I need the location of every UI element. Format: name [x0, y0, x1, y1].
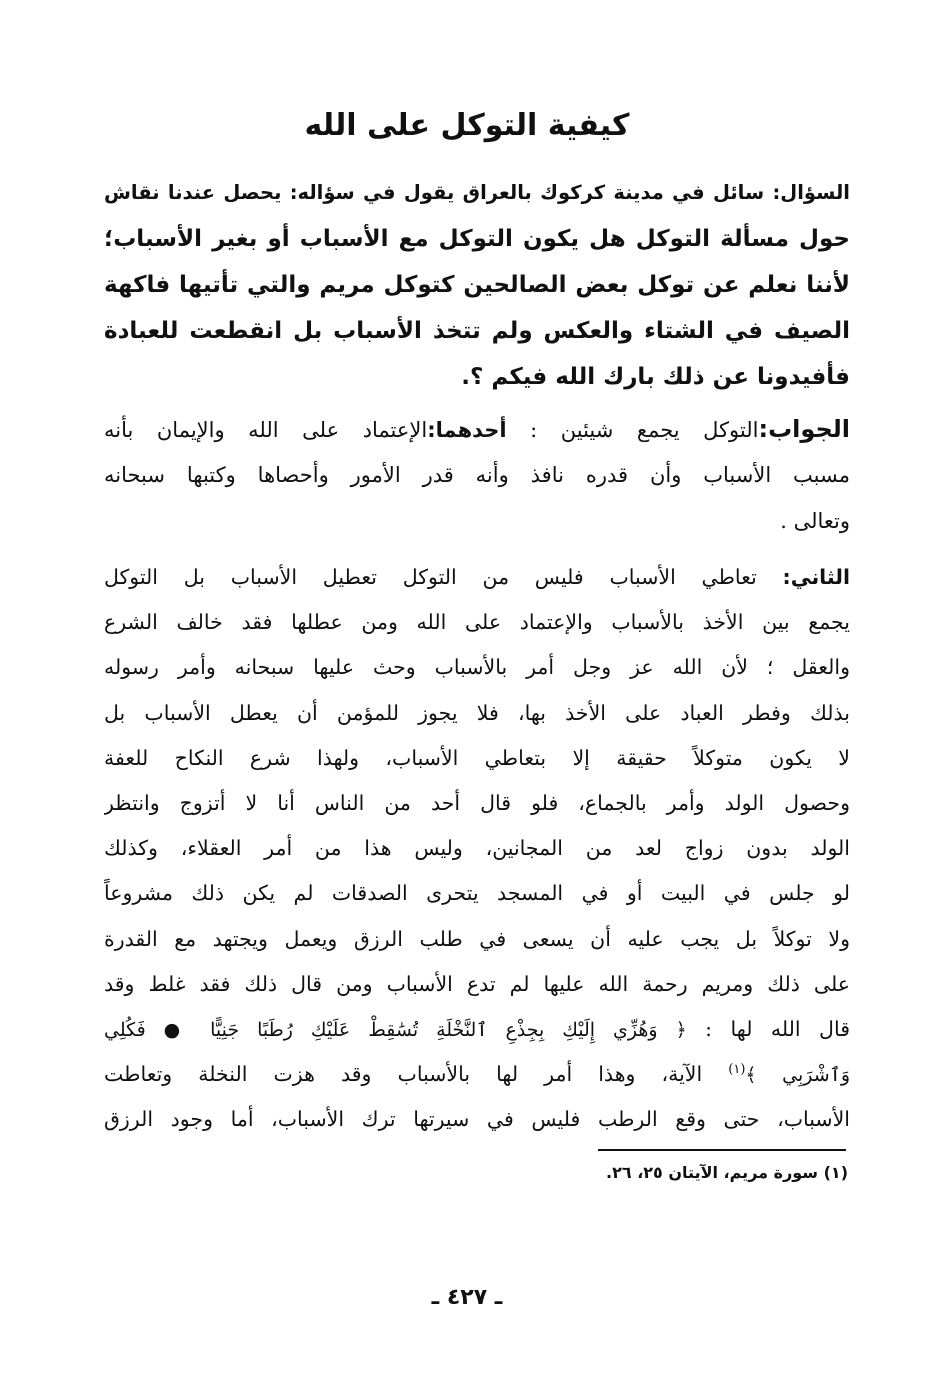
footnote-ref: (١) — [728, 1062, 746, 1078]
question-line: حول مسألة التوكل هل يكون التوكل مع الأسباب أو بغير الأسباب؛ — [104, 226, 850, 252]
answer-line: والعقل ؛ لأن الله عز وجل أمر بالأسباب وحث عليها سبحانه وأمر رسوله — [104, 655, 850, 680]
question-paragraph — [104, 170, 850, 400]
answer-lead: الجواب: — [758, 415, 850, 443]
second-label: الثاني: — [782, 565, 850, 589]
answer-line: لو جلس في البيت أو في المسجد يتحرى الصدقات لم يكن ذلك مشروعاً — [104, 881, 850, 906]
question-line: لأننا نعلم عن توكل بعض الصالحين كتوكل مريم والتي تأتيها فاكهة — [104, 272, 850, 298]
answer-line: الجواب:التوكل يجمع شيئين : أحدهما:الإعتماد على الله والإيمان بأنه — [104, 415, 850, 443]
answer-paragraph-second — [104, 555, 850, 1142]
answer-line: على ذلك ومريم رحمة الله عليها لم تدع الأسباب ومن قال ذلك فقد غلط وقد — [104, 971, 850, 996]
question-lead: السؤال: — [772, 181, 850, 204]
answer-line: يجمع بين الأخذ بالأسباب والإعتماد على الله ومن عطلها فقد خالف الشرع — [104, 610, 850, 635]
answer-line: مسبب الأسباب وأن قدره نافذ وأنه قدر الأمور وأحصاها وكتبها سبحانه — [104, 463, 850, 487]
page-title: كيفية التوكل على الله — [304, 108, 630, 143]
answer-line: لا يكون متوكلاً حقيقة إلا بتعاطي الأسباب، ولهذا شرع النكاح للعفة — [104, 745, 850, 770]
verse-line: قال الله لها : ﴿ وَهُزِّي إِلَيْكِ بِجِذْعِ ٱلنَّخْلَةِ تُسَٰقِطْ عَلَيْكِ رُطَبًا جَنِيًّا ● فَكُلِي — [104, 1016, 850, 1041]
question-line: الصيف في الشتاء والعكس ولم تتخذ الأسباب بل انقطعت للعبادة — [104, 318, 850, 344]
quran-verse: ﴿ وَهُزِّي إِلَيْكِ بِجِذْعِ ٱلنَّخْلَةِ تُسَٰقِطْ عَلَيْكِ رُطَبًا جَنِيًّا ● فَكُلِي — [104, 1018, 687, 1041]
answer-line: الثاني: تعاطي الأسباب فليس من التوكل تعطيل الأسباب بل التوكل — [104, 565, 850, 589]
footnote-divider — [598, 1149, 846, 1151]
answer-line: ولا توكلاً بل يجب عليه أن يسعى في طلب الرزق ويعمل ويجتهد مع القدرة — [104, 926, 850, 951]
answer-paragraph-first — [104, 406, 850, 544]
footnote: (١) سورة مريم، الآيتان ٢٥، ٢٦. — [606, 1163, 848, 1182]
answer-line: الولد بدون زواج لعد من المجانين، وليس هذا من أمر العقلاء، وكذلك — [104, 836, 850, 861]
verse-line: وَٱشْرَبِي ﴾$^{(١)}$ الآية، وهذا أمر لها بالأسباب وقد هزت النخلة وتعاطت — [104, 1062, 850, 1087]
answer-line: الأسباب، حتى وقع الرطب فليس في سيرتها ترك الأسباب، أما وجود الرزق — [104, 1107, 850, 1132]
page-number: ـ ٤٢٧ ـ — [431, 1285, 503, 1310]
answer-line: وتعالى . — [780, 509, 850, 533]
answer-line: وحصول الولد وأمر بالجماع، فلو قال أحد من الناس أنا لا أتزوج وانتظر — [104, 790, 850, 815]
first-label: أحدهما: — [427, 418, 507, 442]
answer-line: بذلك وفطر العباد على الأخذ بها، فلا يجوز للمؤمن أن يعطل الأسباب بل — [104, 700, 850, 725]
quran-verse-end: وَٱشْرَبِي ﴾ — [745, 1064, 850, 1087]
question-line: السؤال: سائل في مدينة كركوك بالعراق يقول في سؤاله: يحصل عندنا نقاش — [104, 181, 850, 204]
question-line: فأفيدونا عن ذلك بارك الله فيكم ؟. — [461, 364, 850, 390]
